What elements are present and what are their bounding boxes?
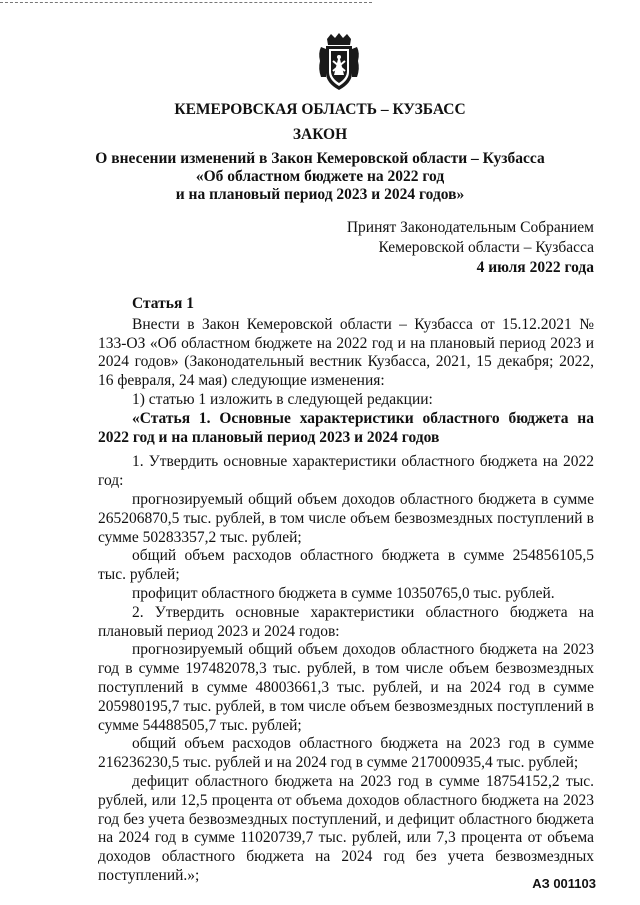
adoption-line: Кемеровской области – Кузбасса (378, 239, 594, 256)
adoption-block (347, 218, 594, 278)
title-line: О внесении изменений в Закон Кемеровской области – Кузбасса (95, 150, 545, 167)
article-heading: Статья 1 (132, 295, 194, 312)
paragraph: прогнозируемый общий объем доходов областного бюджета на 2023 год в сумме 197482078,3 тыс. рублей, в том числе объем безвозмездных поступлений в сумме 48003661,3 тыс. рублей, и на 2024 год в сумме 205980195,7 тыс. рублей, в том числе объем безвозмездных поступлений в сумме 54488505,7 тыс. рублей; (98, 641, 594, 734)
adoption-line: Принят Законодательным Собранием (346, 219, 594, 236)
region-heading: КЕМЕРОВСКАЯ ОБЛАСТЬ – КУЗБАСС (174, 101, 466, 118)
top-dashed-line (0, 2, 372, 3)
coat-of-arms-icon (318, 33, 360, 91)
title-line: и на плановый период 2023 и 2024 годов» (175, 186, 465, 203)
document-type: ЗАКОН (292, 126, 348, 143)
paragraph: общий объем расходов областного бюджета в сумме 254856105,5 тыс. рублей; (98, 547, 594, 584)
paragraph: Внести в Закон Кемеровской области – Кузбасса от 15.12.2021 № 133-ОЗ «Об областном бюджете на 2022 год и на плановый период 2023 и 2024 годов» (Законодательный вестник Кузбасса, 2021, 15 декабря; 2022, 16 февраля, 24 мая) следующие изменения: (98, 315, 594, 390)
paragraph: 2. Утвердить основные характеристики областного бюджета на плановый период 2023 и 2024 годов: (98, 603, 594, 640)
adoption-date: 4 июля 2022 года (476, 259, 594, 276)
amended-article-heading: «Статья 1. Основные характеристики областного бюджета на 2022 год и на плановый период 2023 и 2024 годов (98, 409, 594, 446)
paragraph: профицит областного бюджета в сумме 10350765,0 тыс. рублей. (132, 584, 555, 602)
paragraph: общий объем расходов областного бюджета на 2023 год в сумме 216236230,5 тыс. рублей и на 2024 год в сумме 217000935,4 тыс. рублей; (98, 735, 594, 772)
paragraph: 1) статью 1 изложить в следующей редакции: (132, 390, 433, 408)
document-title (0, 150, 640, 204)
paragraph: дефицит областного бюджета на 2023 год в сумме 18754152,2 тыс. рублей, или 12,5 процента от объема доходов областного бюджета на 2023 год без учета безвозмездных поступлений, и дефицит областного бюджета на 2024 год в сумме 11020739,7 тыс. рублей, или 7,3 процента от объема доходов областного бюджета на 2024 год без учета безвозмездных поступлений.»; (98, 772, 594, 884)
title-line: «Об областном бюджете на 2022 год (195, 168, 445, 185)
document-body (98, 295, 594, 886)
paragraph: прогнозируемый общий объем доходов областного бюджета в сумме 265206870,5 тыс. рублей, в том числе объем безвозмездных поступлений в сумме 50283357,2 тыс. рублей; (98, 490, 594, 546)
form-serial-number: АЗ 001103 (532, 876, 596, 891)
paragraph: 1. Утвердить основные характеристики областного бюджета на 2022 год: (98, 453, 594, 490)
